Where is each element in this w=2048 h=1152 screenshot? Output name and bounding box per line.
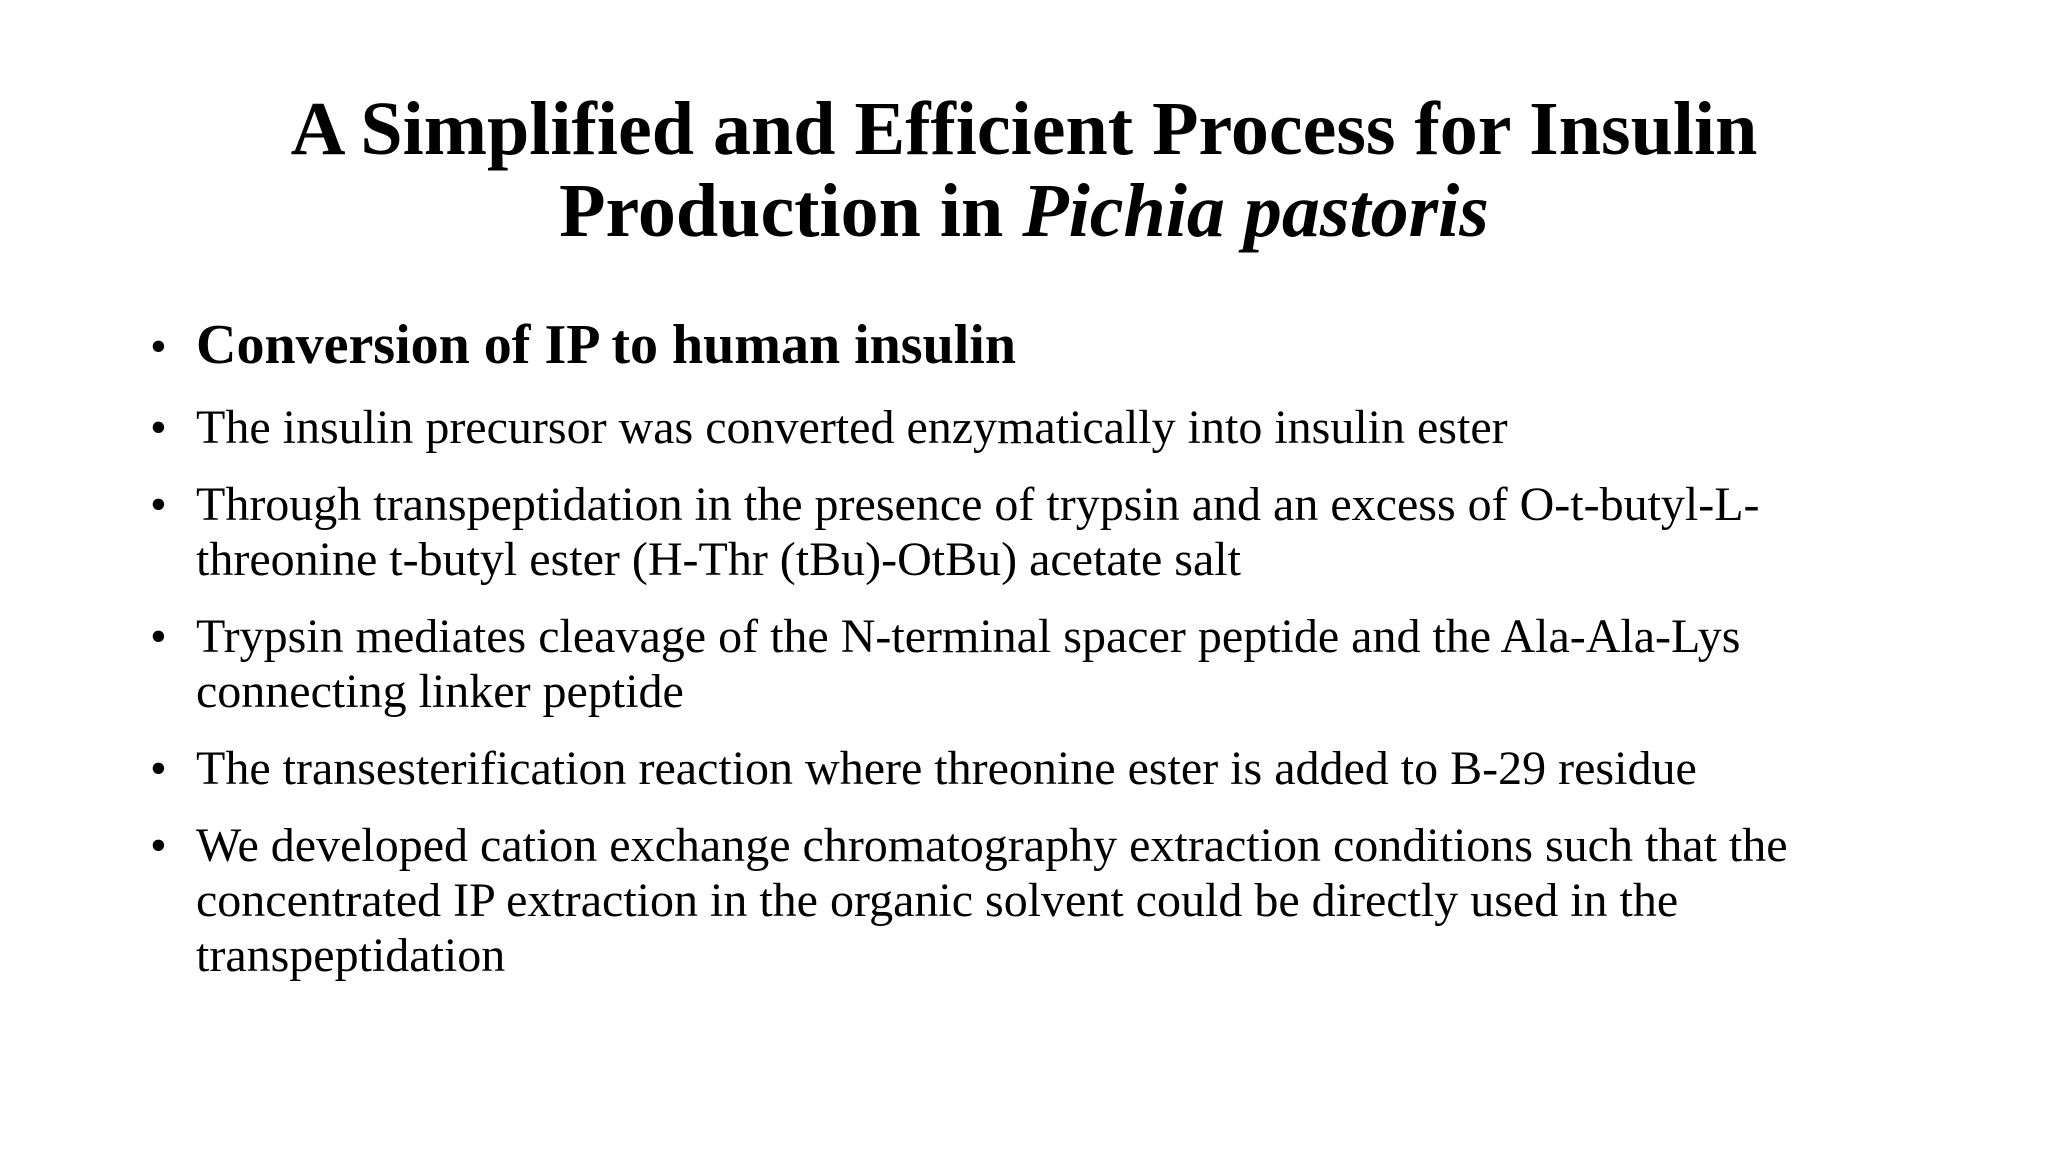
bullet-text: Trypsin mediates cleavage of the N-terminal spacer peptide and the Ala-Ala-Lys connecting linker peptide <box>196 610 1741 718</box>
bullet-list <box>150 312 1930 983</box>
bullet-item <box>150 818 1930 983</box>
slide-title <box>150 88 1898 252</box>
title-line-1: A Simplified and Efficient Process for Insulin <box>290 87 1758 171</box>
bullet-marker: • <box>150 742 167 795</box>
bullet-text: The insulin precursor was converted enzymatically into insulin ester <box>196 401 1508 454</box>
bullet-text: The transesterification reaction where threonine ester is added to B-29 residue <box>196 742 1697 795</box>
bullet-marker: • <box>150 819 167 872</box>
bullet-item <box>150 609 1930 719</box>
bullet-item <box>150 741 1930 796</box>
bullet-item <box>150 477 1930 587</box>
bullet-marker: • <box>150 401 167 454</box>
bullet-text: Through transpeptidation in the presence of trypsin and an excess of O-t-butyl-L-threonine t-butyl ester (H-Thr (tBu)-OtBu) acetate salt <box>196 478 1760 586</box>
bullet-marker: • <box>150 478 167 531</box>
title-species-name: Pichia pastoris <box>1022 169 1489 253</box>
bullet-text: We developed cation exchange chromatography extraction conditions such that the concentrated IP extraction in the organic solvent could be directly used in the transpeptidation <box>196 819 1788 982</box>
title-line-2-text: Production in <box>559 169 1023 253</box>
bullet-item <box>150 400 1930 455</box>
title-line-2 <box>150 170 1898 252</box>
bullet-marker: • <box>150 610 167 663</box>
bullet-marker: • <box>150 320 167 373</box>
bullet-item-heading <box>150 312 1930 378</box>
bullet-text: Conversion of IP to human insulin <box>196 314 1016 376</box>
